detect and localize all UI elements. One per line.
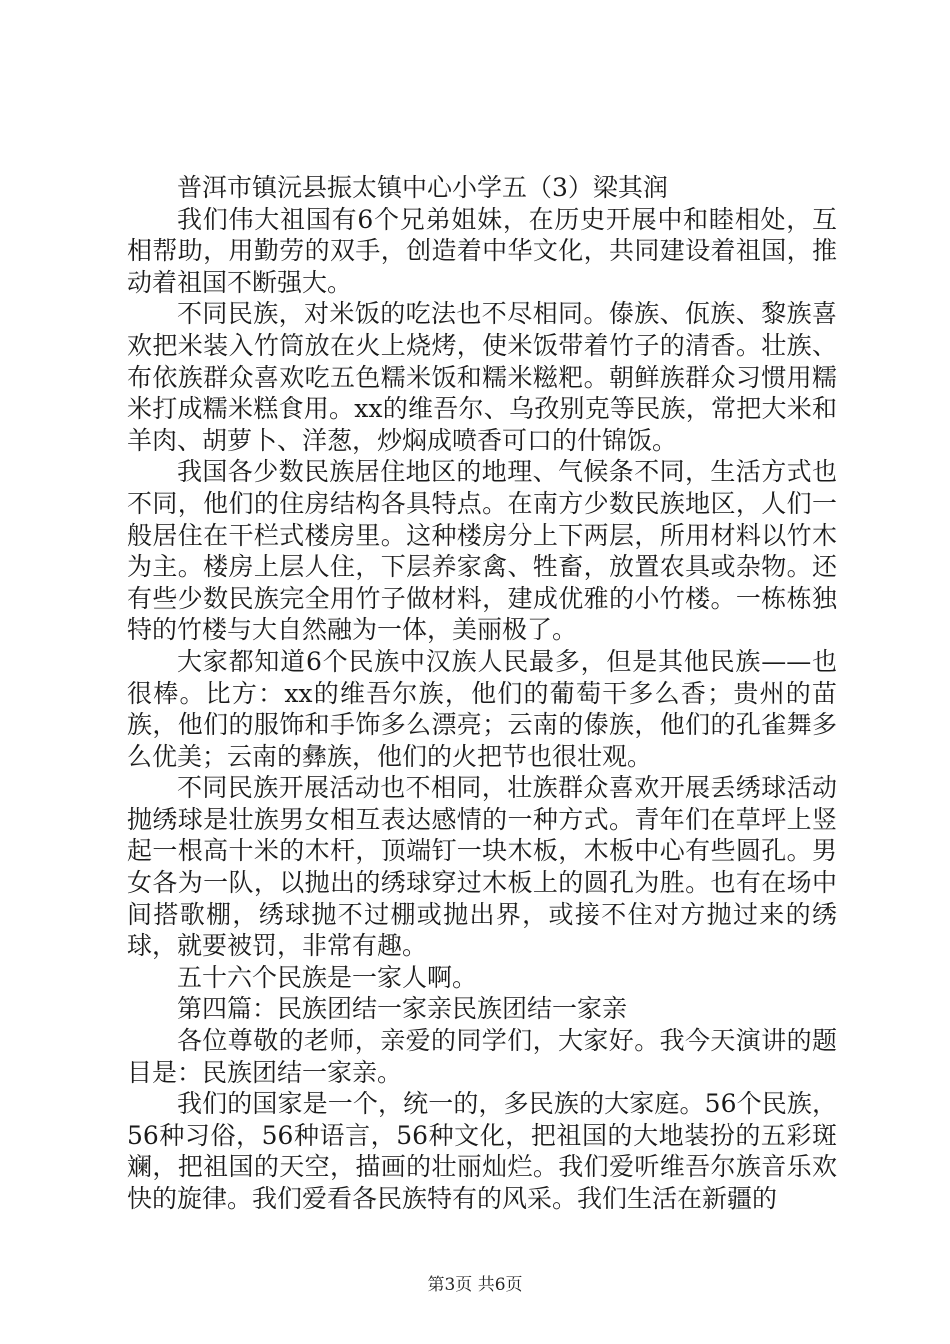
paragraph: 五十六个民族是一家人啊。 <box>177 962 478 992</box>
paragraph: 不同民族开展活动也不相同，壮族群众喜欢开展丢绣球活动抛绣球是壮族男女相互表达感情的一种方式。青年们在草坪上竖起一根高十米的木杆，顶端钉一块木板，木板中心有些圆孔。男女各为一队，以抛出的绣球穿过木板上的圆孔为胜。也有在场中间搭歌棚，绣球抛不过棚或抛出界，或接不住对方抛过来的绣球，就要被罚，非常有趣。 <box>127 773 837 961</box>
paragraph: 我们伟大祖国有6个兄弟姐妹，在历史开展中和睦相处，互相帮助，用勤劳的双手，创造着中华文化，共同建设着祖国，推动着祖国不断强大。 <box>127 204 837 297</box>
author-line: 普洱市镇沅县振太镇中心小学五（3）梁其润 <box>177 173 668 202</box>
page-number: 第3页 共6页 <box>427 1275 523 1295</box>
paragraph: 不同民族，对米饭的吃法也不尽相同。傣族、佤族、黎族喜欢把米装入竹筒放在火上烧烤，使米饭带着竹子的清香。壮族、布依族群众喜欢吃五色糯米饭和糯米糍粑。朝鲜族群众习惯用糯米打成糯米糕食用。xx的维吾尔、乌孜别克等民族，常把大米和羊肉、胡萝卜、洋葱，炒焖成喷香可口的什锦饭。 <box>127 299 837 455</box>
paragraph: 大家都知道6个民族中汉族人民最多，但是其他民族——也很棒。比方：xx的维吾尔族，他们的葡萄干多么香；贵州的苗族，他们的服饰和手饰多么漂亮；云南的傣族，他们的孔雀舞多么优美；云南的彝族，他们的火把节也很壮观。 <box>127 646 837 771</box>
section-heading: 第四篇：民族团结一家亲民族团结一家亲 <box>177 994 628 1024</box>
paragraph: 各位尊敬的老师，亲爱的同学们，大家好。我今天演讲的题目是：民族团结一家亲。 <box>127 1026 837 1087</box>
paragraph: 我国各少数民族居住地区的地理、气候条不同，生活方式也不同，他们的住房结构各具特点。在南方少数民族地区，人们一般居住在干栏式楼房里。这种楼房分上下两层，所用材料以竹木为主。楼房上层人住，下层养家禽、牲畜，放置农具或杂物。还有些少数民族完全用竹子做材料，建成优雅的小竹楼。一栋栋独特的竹楼与大自然融为一体，美丽极了。 <box>127 457 837 645</box>
paragraph: 我们的国家是一个，统一的，多民族的大家庭。56个民族，56种习俗，56种语言，56种文化，把祖国的大地装扮的五彩斑斓，把祖国的天空，描画的壮丽灿烂。我们爱听维吾尔族音乐欢快的旋律。我们爱看各民族特有的风采。我们生活在新疆的 <box>127 1089 837 1213</box>
document-body <box>127 172 837 1215</box>
